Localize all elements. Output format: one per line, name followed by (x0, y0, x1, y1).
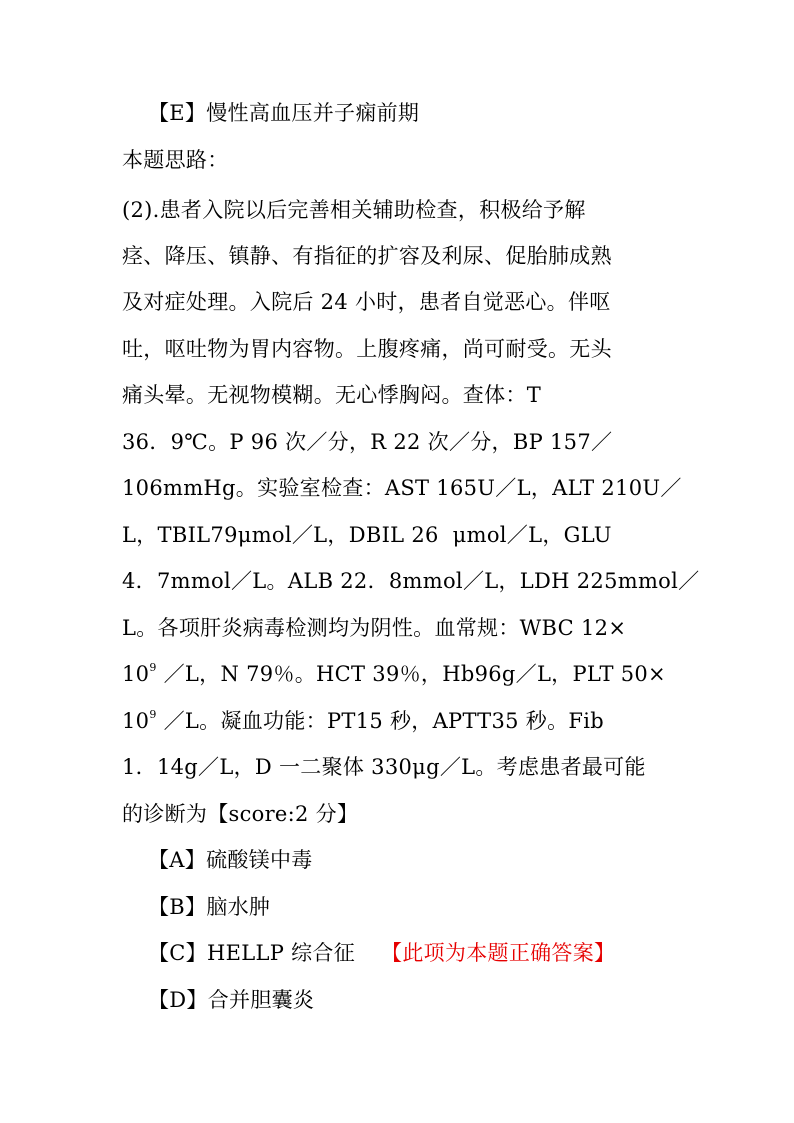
wbc-rest: ／L，N 79％。HCT 39％，Hb96g／L，PLT 50× (156, 662, 666, 686)
option-b[interactable] (148, 893, 270, 921)
question-line-3: 及对症处理。入院后 24 小时，患者自觉恶心。伴呕 (122, 290, 611, 314)
previous-option-e: 【E】慢性高血压并子痫前期 (148, 101, 420, 125)
question-line-wbc (122, 660, 666, 688)
question-line-plt (122, 707, 604, 735)
question-line-6: 36．9℃。P 96 次／分，R 22 次／分，BP 157／ (122, 430, 613, 454)
question-line-7: 106mmHg。实验室检查：AST 165U／L，ALT 210U／ (122, 476, 682, 500)
plt-exponent: 9 (149, 708, 157, 721)
correct-answer-note: 【此项为本题正确答案】 (381, 941, 616, 965)
question-line-end: 的诊断为【score:2 分】 (122, 802, 359, 826)
question-line-5: 痛头晕。无视物模糊。无心悸胸闷。查体：T (122, 383, 542, 407)
question-line-2: 痉、降压、镇静、有指征的扩容及利尿、促胎肺成熟 (122, 244, 612, 268)
question-line-8: L，TBIL79μmol／L，DBIL 26 μmol／L，GLU (122, 523, 612, 547)
option-a[interactable] (148, 846, 313, 874)
option-c[interactable] (148, 939, 615, 967)
question-line-10: L。各项肝炎病毒检测均为阴性。血常规：WBC 12× (122, 616, 627, 640)
question-line-fib: 1．14g／L，D 一二聚体 330μg／L。考虑患者最可能 (122, 755, 646, 779)
plt-base: 10 (122, 709, 150, 733)
wbc-base: 10 (122, 662, 150, 686)
question-line-1: (2).患者入院以后完善相关辅助检查，积极给予解 (122, 198, 586, 222)
question-line-4: 吐，呕吐物为胃内容物。上腹疼痛，尚可耐受。无头 (122, 337, 612, 361)
option-d-label: 【D】合并胆囊炎 (148, 988, 315, 1012)
plt-rest: ／L。凝血功能：PT15 秒，APTT35 秒。Fib (156, 709, 605, 733)
question-line-9: 4．7mmol／L。ALB 22．8mmol／L，LDH 225mmol／ (122, 569, 700, 593)
wbc-exponent: 9 (149, 661, 157, 674)
thinking-label: 本题思路： (122, 148, 229, 172)
option-d[interactable] (148, 986, 314, 1014)
option-a-label: 【A】硫酸镁中毒 (148, 848, 313, 872)
option-b-label: 【B】脑水肿 (148, 895, 271, 919)
option-c-label: 【C】HELLP 综合征 (148, 941, 356, 965)
